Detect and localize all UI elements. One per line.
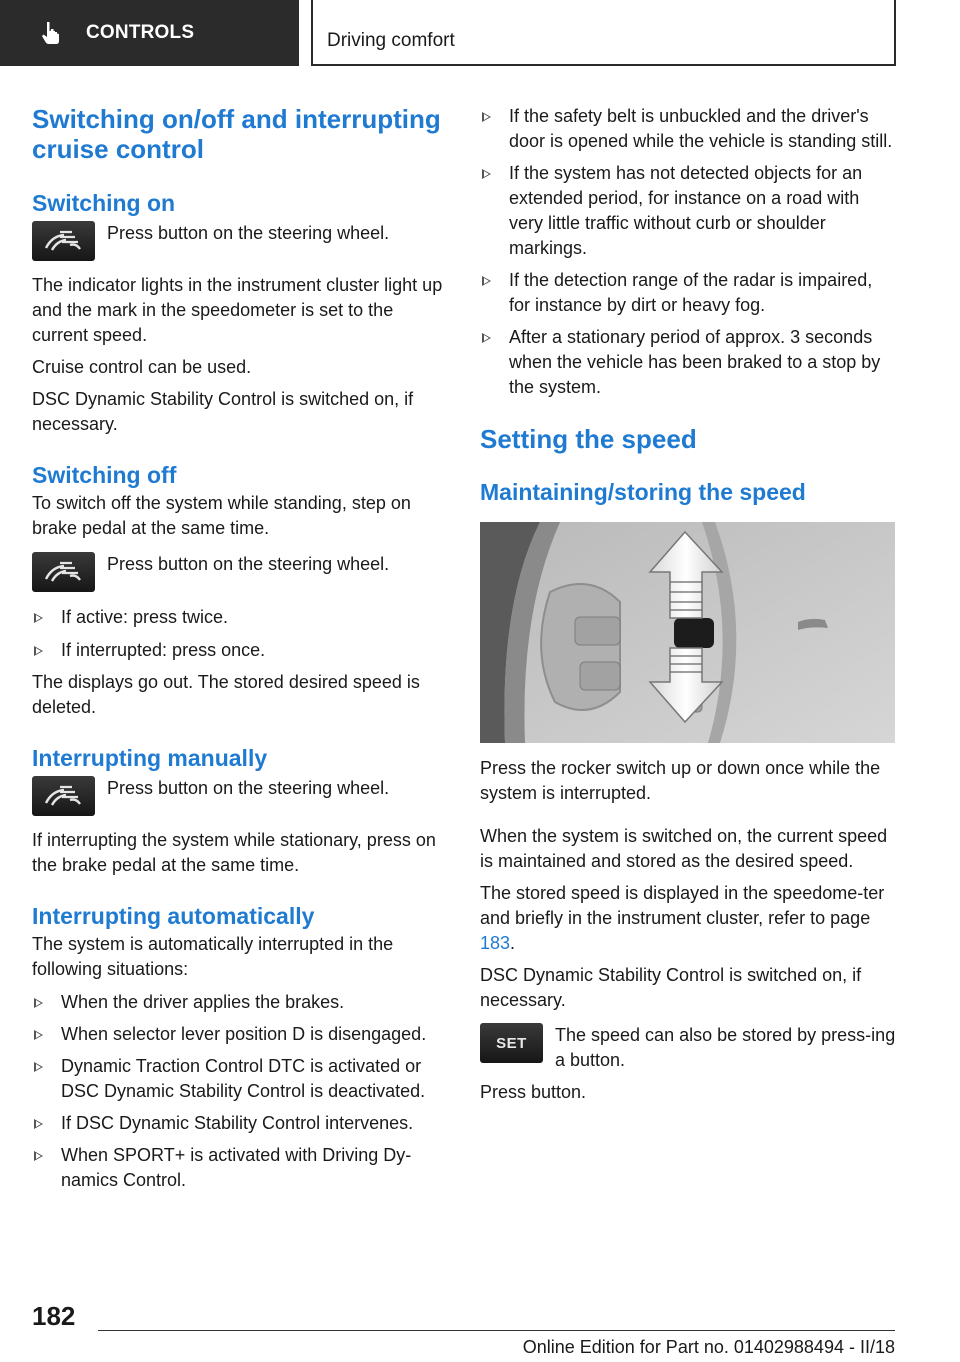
switching-off-button-text: Press button on the steering wheel. bbox=[107, 554, 390, 574]
interrupting-auto-list bbox=[32, 990, 448, 1193]
bullet-triangle-icon bbox=[34, 1119, 43, 1129]
press-button-para: Press button. bbox=[480, 1082, 587, 1102]
footer-divider bbox=[98, 1330, 895, 1331]
cruise-control-button-icon bbox=[32, 776, 95, 816]
bullet-triangle-icon bbox=[482, 169, 491, 179]
switching-off-button-row bbox=[32, 552, 448, 592]
page-number: 182 bbox=[32, 1301, 76, 1331]
list-item: When selector lever position D is disengaged. bbox=[32, 1022, 448, 1047]
switching-off-intro: To switch off the system while standing, step on brake pedal at the same time. bbox=[32, 493, 411, 538]
chapter-tab[interactable] bbox=[311, 0, 896, 66]
cruise-control-button-icon bbox=[32, 552, 95, 592]
rocker-para: Press the rocker switch up or down once while the system is interrupted. bbox=[480, 758, 881, 803]
cruise-control-symbol-icon bbox=[42, 228, 86, 254]
bullet-triangle-icon bbox=[34, 998, 43, 1008]
switching-on-heading: Switching on bbox=[32, 190, 176, 216]
switching-off-heading: Switching off bbox=[32, 462, 177, 488]
cruise-control-button-icon bbox=[32, 221, 95, 261]
right-column bbox=[480, 104, 896, 1105]
interrupting-manually-button-text: Press button on the steering wheel. bbox=[107, 778, 390, 798]
switching-off-after: The displays go out. The stored desired speed is deleted. bbox=[32, 672, 420, 717]
list-item: If the detection range of the radar is impaired, for instance by dirt or heavy fog. bbox=[480, 268, 896, 318]
list-item: If DSC Dynamic Stability Control intervenes. bbox=[32, 1111, 448, 1136]
steering-wheel-rocker-image bbox=[480, 522, 895, 743]
main-heading: Switching on/off and interrupting cruise control bbox=[32, 104, 441, 164]
bullet-triangle-icon bbox=[34, 646, 43, 656]
chapter-tab-label: Driving comfort bbox=[327, 30, 455, 51]
switching-off-list bbox=[32, 605, 448, 663]
list-item: If interrupted: press once. bbox=[32, 638, 448, 663]
bullet-triangle-icon bbox=[482, 333, 491, 343]
maintaining-speed-heading: Maintaining/storing the speed bbox=[480, 479, 806, 505]
cruise-control-symbol-icon bbox=[42, 559, 86, 585]
page-header bbox=[0, 0, 960, 66]
interrupting-manually-heading: Interrupting manually bbox=[32, 745, 268, 771]
section-tab[interactable] bbox=[0, 0, 299, 66]
interrupting-manually-para: If interrupting the system while stationary, press on the brake pedal at the same time. bbox=[32, 830, 436, 875]
list-item: After a stationary period of approx. 3 seconds when the vehicle has been braked to a stop by the system. bbox=[480, 325, 896, 400]
hand-pointer-icon bbox=[38, 20, 64, 46]
bullet-triangle-icon bbox=[34, 1151, 43, 1161]
steering-wheel-illustration bbox=[480, 522, 895, 743]
set-button-text: The speed can also be stored by press‐ing a button. bbox=[555, 1025, 896, 1070]
list-item: Dynamic Traction Control DTC is activated or DSC Dynamic Stability Control is deactivated. bbox=[32, 1054, 448, 1104]
set-button-row bbox=[480, 1023, 896, 1073]
switching-on-button-text: Press button on the steering wheel. bbox=[107, 223, 390, 243]
setting-speed-heading: Setting the speed bbox=[480, 424, 697, 454]
cruise-control-symbol-icon bbox=[42, 783, 86, 809]
switched-on-para: When the system is switched on, the current speed is maintained and stored as the desired speed. bbox=[480, 826, 888, 871]
list-item: If active: press twice. bbox=[32, 605, 448, 630]
left-column bbox=[32, 100, 448, 1193]
bullet-triangle-icon bbox=[482, 112, 491, 122]
stored-speed-para: The stored speed is displayed in the speedome‐ter and briefly in the instrument cluster, refer to page 183. bbox=[480, 883, 885, 953]
set-button-icon: SET bbox=[480, 1023, 543, 1063]
bullet-triangle-icon bbox=[34, 1030, 43, 1040]
switching-on-button-row bbox=[32, 221, 448, 261]
section-tab-label: CONTROLS bbox=[86, 22, 195, 43]
bullet-triangle-icon bbox=[34, 613, 43, 623]
interrupting-manually-button-row bbox=[32, 776, 448, 816]
switching-on-para3: DSC Dynamic Stability Control is switched on, if necessary. bbox=[32, 389, 414, 434]
list-item: If the system has not detected objects for an extended period, for instance on a road with very little traffic without curb or shoulder markings. bbox=[480, 161, 896, 261]
list-item: When the driver applies the brakes. bbox=[32, 990, 448, 1015]
bullet-triangle-icon bbox=[34, 1062, 43, 1072]
interrupting-auto-heading: Interrupting automatically bbox=[32, 903, 315, 929]
page-reference-link[interactable]: 183 bbox=[480, 933, 511, 953]
switching-on-para2: Cruise control can be used. bbox=[32, 357, 252, 377]
interrupting-auto-intro: The system is automatically interrupted in the following situations: bbox=[32, 934, 394, 979]
page-footer bbox=[0, 1295, 960, 1362]
list-item: If the safety belt is unbuckled and the driver's door is opened while the vehicle is standing still. bbox=[480, 104, 896, 154]
switching-on-para1: The indicator lights in the instrument cluster light up and the mark in the speedometer is set to the current speed. bbox=[32, 275, 443, 345]
bullet-triangle-icon bbox=[482, 276, 491, 286]
list-item: When SPORT+ is activated with Driving Dy‐namics Control. bbox=[32, 1143, 448, 1193]
edition-text: Online Edition for Part no. 01402988494 - II/18 bbox=[522, 1337, 895, 1357]
interrupting-auto-list-continued bbox=[480, 104, 896, 400]
dsc-para: DSC Dynamic Stability Control is switched on, if necessary. bbox=[480, 965, 862, 1010]
